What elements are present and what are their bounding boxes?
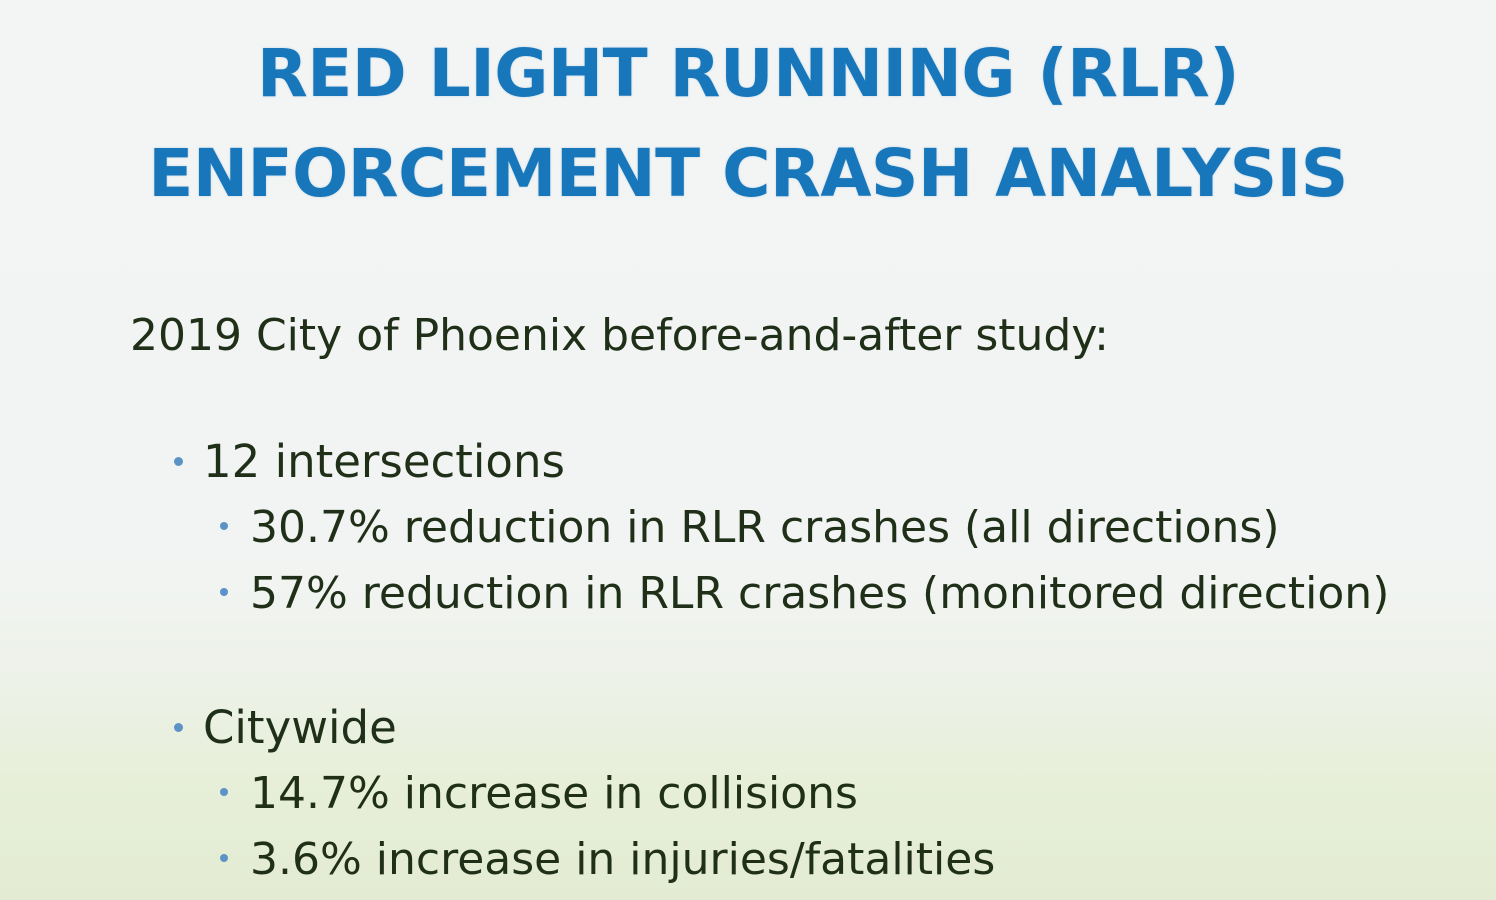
- bullet-dot-icon: [220, 522, 228, 530]
- title-line-2: ENFORCEMENT CRASH ANALYSIS: [148, 135, 1348, 212]
- title-line-1: RED LIGHT RUNNING (RLR): [256, 35, 1240, 112]
- bullet-intersections: [174, 432, 565, 492]
- sub-bullet-text: 14.7% increase in collisions: [250, 768, 858, 819]
- bullet-dot-icon: [174, 723, 183, 732]
- sub-bullet-text: 30.7% reduction in RLR crashes (all directions): [250, 502, 1280, 553]
- bullet-dot-icon: [220, 854, 228, 862]
- study-intro: 2019 City of Phoenix before-and-after study:: [130, 310, 1109, 361]
- bullet-citywide: [174, 698, 397, 758]
- bullet-dot-icon: [174, 457, 183, 466]
- sub-bullet-injuries-fatalities: [220, 830, 995, 890]
- sub-bullet-rlr-monitored-direction: [220, 564, 1389, 624]
- sub-bullet-collisions: [220, 764, 858, 824]
- bullet-label: Citywide: [203, 701, 397, 754]
- slide-title: [0, 24, 1496, 224]
- sub-bullet-rlr-all-directions: [220, 498, 1280, 558]
- sub-bullet-text: 3.6% increase in injuries/fatalities: [250, 834, 996, 885]
- bullet-dot-icon: [220, 788, 228, 796]
- bullet-label: 12 intersections: [203, 435, 565, 488]
- sub-bullet-text: 57% reduction in RLR crashes (monitored direction): [250, 568, 1390, 619]
- bullet-dot-icon: [220, 588, 228, 596]
